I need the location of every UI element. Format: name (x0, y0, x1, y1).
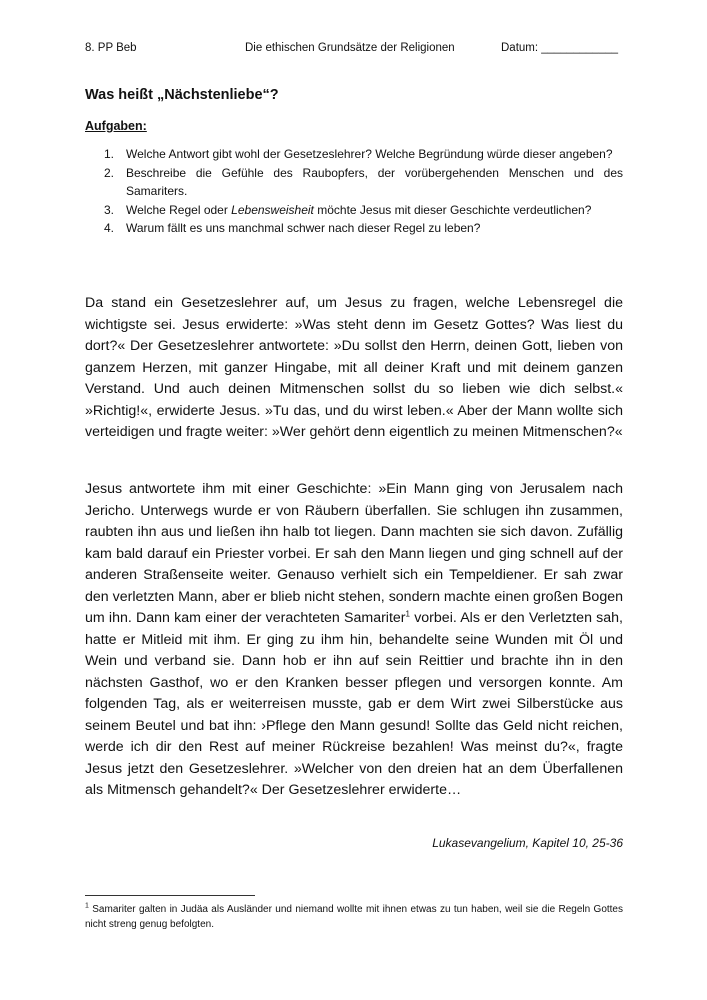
task-number: 1. (104, 147, 115, 161)
task-number: 4. (104, 221, 115, 235)
task-text: Beschreibe die Gefühle des Raubopfers, der vorübergehenden Menschen und des Samariters. (126, 165, 623, 198)
task-number: 3. (104, 202, 115, 217)
footnote-divider (85, 895, 255, 896)
task-item (104, 164, 623, 201)
footnote (85, 903, 623, 932)
footnote-text: Samariter galten in Judäa als Ausländer und niemand wollte mit ihnen etwas zu tun haben, weil sie die Regeln Gottes nicht streng genug befolgten. (85, 904, 623, 930)
task-item (104, 145, 623, 164)
task-text: Welche Antwort gibt wohl der Gesetzeslehrer? Welche Begründung würde dieser angeben? (126, 147, 613, 161)
source-citation: Lukasevangelium, Kapitel 10, 25-36 (432, 836, 623, 850)
course-label: 8. PP Beb (85, 42, 137, 54)
task-text-end: möchte Jesus mit dieser Geschichte verdeutlichen? (313, 202, 592, 217)
task-text-start: Welche Regel oder (126, 202, 232, 217)
story-text: Jesus antwortete ihm mit einer Geschichte: »Ein Mann ging von Jerusalem nach Jericho. Unterwegs wurde er von Räubern überfallen. Sie schlugen ihn zusammen, raubten ihn aus und ließen ihn halb tot liegen. Dann machten sie sich davon. Zufällig kam bald darauf ein Priester vorbei. Er sah den Mann liegen und ging schnell auf der anderen Straßenseite weiter. Genauso verhielt sich ein Tempeldiener. Er sah zwar den verletzten Mann, aber er blieb nicht stehen, sondern machte einen großen Bogen um ihn. Dann kam einer der verachteten Samariter (85, 481, 623, 626)
story-paragraph-2 (85, 479, 623, 802)
task-number: 2. (104, 165, 115, 180)
footnote-reference: 1 (405, 609, 410, 619)
tasks-heading: Aufgaben: (85, 119, 147, 133)
worksheet-title: Was heißt „Nächstenliebe“? (85, 87, 279, 103)
task-item (104, 201, 623, 220)
subject-label: Die ethischen Grundsätze der Religionen (245, 42, 455, 54)
footnote-marker: 1 (85, 902, 89, 910)
task-list (104, 145, 623, 238)
page-header (85, 42, 623, 60)
story-text: vorbei. Als er den Verletzten sah, hatte er Mitleid mit ihm. Er ging zu ihm hin, behandelte seine Wunden mit Öl und Wein und verband sie. Dann hob er ihn auf sein Reittier und brachte ihn in den nächsten Gasthof, wo er den Kranken besser pflegen und versorgen konnte. Am folgenden Tag, als er weiterreisen musste, gab er dem Wirt zwei Silberstücke aus seinem Beutel und bat ihn: ›Pflege den Mann gesund! Sollte das Geld nicht reichen, werde ich dir den Rest auf meiner Rückreise bezahlen! Was meinst du?«, fragte Jesus jetzt den Gesetzeslehrer. »Welcher von den dreien hat an dem Überfallenen als Mitmensch gehandelt?« Der Gesetzeslehrer erwiderte… (85, 610, 623, 798)
task-text-emphasis: Lebensweisheit (231, 202, 314, 217)
task-text: Warum fällt es uns manchmal schwer nach dieser Regel zu leben? (126, 221, 481, 235)
date-field: Datum: ____________ (501, 42, 619, 54)
task-item (104, 219, 623, 238)
story-paragraph-1: Da stand ein Gesetzeslehrer auf, um Jesus zu fragen, welche Lebensregel die wichtigste sei. Jesus erwiderte: »Was steht denn im Gesetz Gottes? Was liest du dort?« Der Gesetzeslehrer antwortete: »Du sollst den Herrn, deinen Gott, lieben von ganzem Herzen, mit ganzer Hingabe, mit all deiner Kraft und mit deinem ganzen Verstand. Und auch deinen Mitmenschen sollst du so lieben wie dich selbst.« »Richtig!«, erwiderte Jesus. »Tu das, und du wirst leben.« Aber der Mann wollte sich verteidigen und fragte weiter: »Wer gehört denn eigentlich zu meinen Mitmenschen?« (85, 295, 623, 440)
